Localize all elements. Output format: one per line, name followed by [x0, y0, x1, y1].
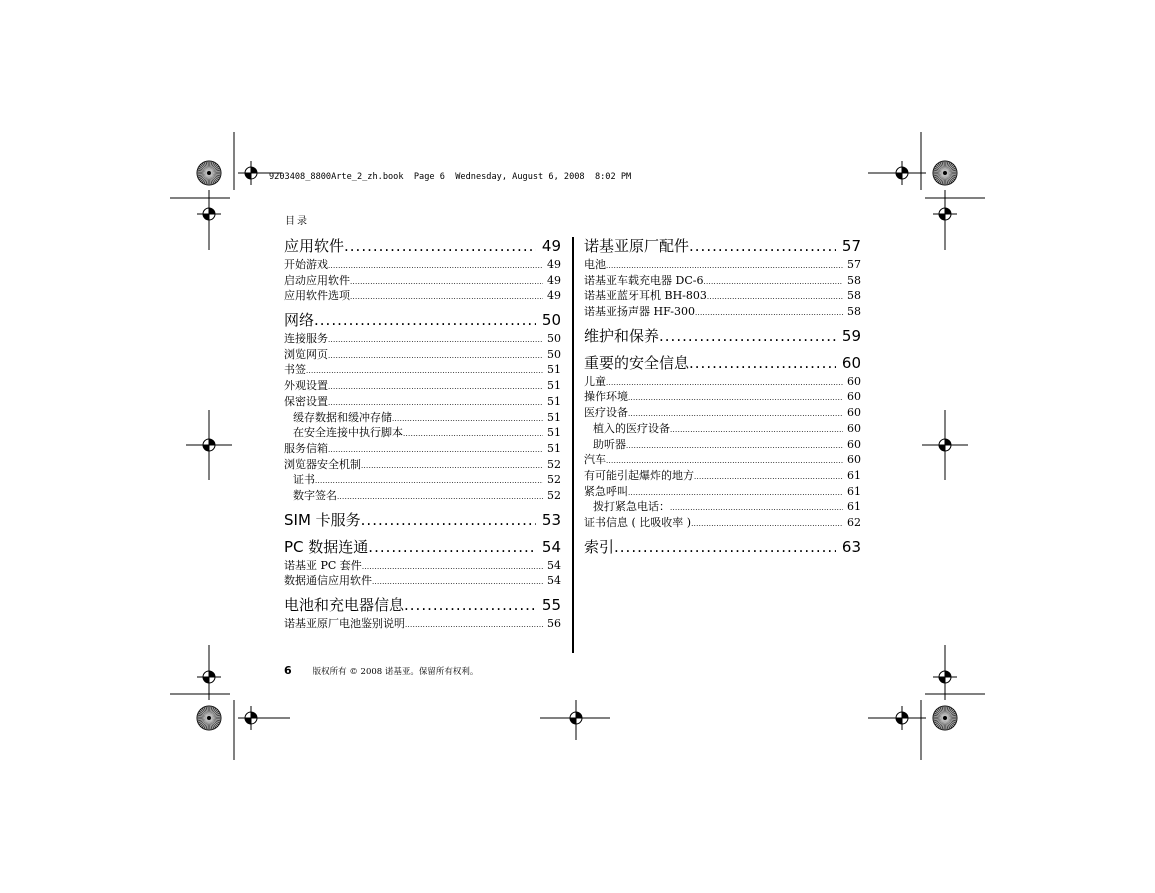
toc-label: 诺基亚蓝牙耳机 BH-803 — [584, 289, 707, 303]
dot-leader — [315, 474, 543, 490]
toc-entry[interactable] — [284, 273, 561, 289]
dot-leader — [670, 501, 843, 517]
dot-leader — [703, 275, 843, 291]
toc-label: 启动应用软件 — [284, 273, 350, 287]
toc-label: 连接服务 — [284, 332, 328, 346]
toc-page-number: 60 — [847, 421, 861, 435]
toc-subentry[interactable] — [584, 499, 861, 515]
running-head: 目录 — [285, 216, 309, 227]
toc-page-number: 60 — [847, 374, 861, 388]
dot-leader — [695, 306, 843, 322]
toc-label: 电池 — [584, 258, 606, 271]
dot-leader — [306, 364, 543, 380]
toc-label: 重要的安全信息 — [584, 353, 690, 372]
toc-entry[interactable] — [584, 288, 861, 304]
dot-leader — [691, 517, 843, 533]
toc-label: 诺基亚车载充电器 DC-6 — [584, 273, 704, 287]
registration-target-fill — [902, 712, 908, 718]
toc-page-number: 51 — [547, 394, 561, 408]
dot-leader — [344, 236, 536, 257]
toc-page-number: 59 — [841, 326, 861, 345]
toc-entry[interactable] — [284, 573, 561, 589]
toc-subentry[interactable] — [284, 488, 561, 504]
registration-target-fill — [209, 208, 215, 214]
toc-subentry[interactable] — [284, 410, 561, 426]
toc-label: 应用软件 — [284, 237, 345, 255]
registration-target-fill — [245, 718, 251, 724]
toc-label: 医疗设备 — [584, 406, 628, 420]
dot-leader — [628, 391, 843, 407]
toc-label: 操作环境 — [584, 390, 628, 404]
toc-entry[interactable] — [284, 362, 561, 378]
toc-label: 索引 — [584, 537, 615, 556]
toc-page-number: 60 — [847, 406, 861, 420]
toc-section[interactable] — [284, 236, 561, 257]
toc-section[interactable] — [584, 236, 861, 257]
toc-entry[interactable] — [284, 616, 561, 632]
toc-page-number: 50 — [541, 311, 561, 330]
dot-leader — [328, 333, 543, 349]
toc-entry[interactable] — [284, 394, 561, 410]
toc-label: 植入的医疗设备 — [593, 421, 670, 435]
registration-target-fill — [945, 671, 951, 677]
toc-label: PC 数据连通 — [284, 537, 369, 556]
toc-page-number: 63 — [841, 537, 861, 556]
toc-page-number: 56 — [547, 617, 561, 630]
dot-leader — [694, 470, 843, 486]
page-number: 6 — [284, 664, 292, 677]
registration-target-fill — [896, 173, 902, 179]
starburst-center — [943, 171, 947, 175]
toc-section[interactable] — [284, 537, 561, 558]
registration-target-fill — [939, 445, 945, 451]
dot-leader — [670, 423, 843, 439]
toc-entry[interactable] — [584, 405, 861, 421]
toc-label: 浏览器安全机制 — [284, 457, 361, 471]
toc-entry[interactable] — [284, 378, 561, 394]
toc-page-number: 61 — [847, 468, 861, 482]
toc-page-number: 55 — [541, 596, 561, 614]
toc-subentry[interactable] — [584, 421, 861, 437]
toc-entry[interactable] — [584, 452, 861, 468]
toc-page-number: 52 — [547, 488, 561, 502]
toc-page-number: 50 — [547, 347, 561, 361]
toc-page-number: 61 — [847, 484, 861, 498]
print-header: 9203408_8800Arte_2_zh.book Page 6 Wednesday, August 6, 2008 8:02 PM — [269, 172, 632, 182]
dot-leader — [372, 575, 543, 591]
toc-entry[interactable] — [584, 515, 861, 531]
starburst-center — [207, 171, 211, 175]
toc-section[interactable] — [584, 537, 861, 558]
toc-page-number: 53 — [541, 510, 561, 529]
registration-target-fill — [939, 214, 945, 220]
toc-label: 应用软件选项 — [284, 289, 350, 303]
dot-leader — [350, 275, 543, 291]
toc-right-column — [584, 236, 861, 558]
toc-label: 开始游戏 — [284, 258, 328, 271]
toc-page-number: 54 — [547, 558, 561, 572]
toc-page-number: 57 — [841, 237, 861, 255]
toc-section[interactable] — [284, 510, 561, 531]
dot-leader — [314, 310, 536, 331]
registration-target-fill — [245, 173, 251, 179]
dot-leader — [614, 537, 836, 558]
toc-page-number: 60 — [841, 353, 861, 372]
dot-leader — [606, 376, 843, 392]
registration-target-fill — [902, 167, 908, 173]
toc-page-number: 49 — [547, 258, 561, 271]
toc-label: 在安全连接中执行脚本 — [293, 426, 403, 440]
toc-page-number: 51 — [547, 441, 561, 455]
toc-label: 助听器 — [593, 437, 626, 451]
toc-entry[interactable] — [584, 484, 861, 500]
toc-page-number: 49 — [541, 237, 561, 255]
toc-subentry[interactable] — [284, 425, 561, 441]
toc-entry[interactable] — [284, 257, 561, 273]
toc-page-number: 52 — [547, 457, 561, 471]
toc-page-number: 49 — [547, 289, 561, 303]
toc-page-number: 62 — [847, 515, 861, 529]
registration-target-fill — [939, 677, 945, 683]
dot-leader — [328, 349, 543, 365]
toc-label: 证书信息 ( 比吸收率 ) — [584, 515, 692, 529]
toc-entry[interactable] — [284, 457, 561, 473]
toc-page-number: 49 — [547, 273, 561, 287]
dot-leader — [404, 595, 536, 616]
toc-entry[interactable] — [284, 558, 561, 574]
toc-section[interactable] — [284, 595, 561, 616]
toc-page-number: 50 — [547, 332, 561, 346]
toc-page-number: 51 — [547, 426, 561, 440]
toc-subentry[interactable] — [584, 437, 861, 453]
dot-leader — [328, 380, 543, 396]
toc-label: 诺基亚原厂配件 — [584, 237, 690, 255]
toc-label: 证书 — [293, 473, 315, 487]
toc-label: 浏览网页 — [284, 347, 328, 361]
copyright-notice: 版权所有 © 2008 诺基亚。保留所有权利。 — [312, 667, 479, 677]
registration-target-fill — [896, 718, 902, 724]
dot-leader — [368, 537, 536, 558]
toc-label: 维护和保养 — [584, 326, 660, 345]
toc-entry[interactable] — [584, 374, 861, 390]
toc-label: 有可能引起爆炸的地方 — [584, 468, 694, 482]
toc-page-number: 51 — [547, 410, 561, 424]
toc-section[interactable] — [284, 310, 561, 331]
toc-label: 电池和充电器信息 — [284, 596, 405, 614]
dot-leader — [328, 259, 543, 275]
registration-target-fill — [251, 167, 257, 173]
toc-section[interactable] — [584, 326, 861, 347]
dot-leader — [361, 510, 536, 531]
toc-label: 诺基亚原厂电池鉴别说明 — [284, 617, 405, 630]
registration-target-fill — [203, 677, 209, 683]
registration-target-fill — [945, 208, 951, 214]
toc-entry[interactable] — [284, 331, 561, 347]
toc-label: 数据通信应用软件 — [284, 574, 372, 588]
dot-leader — [361, 459, 543, 475]
dot-leader — [392, 412, 543, 428]
toc-entry[interactable] — [584, 468, 861, 484]
toc-page-number: 57 — [847, 258, 861, 271]
toc-page-number: 51 — [547, 379, 561, 393]
toc-page-number: 60 — [847, 437, 861, 451]
toc-label: 紧急呼叫 — [584, 484, 628, 498]
toc-page-number: 60 — [847, 390, 861, 404]
dot-leader — [689, 353, 836, 374]
toc-entry[interactable] — [284, 441, 561, 457]
toc-subentry[interactable] — [284, 472, 561, 488]
registration-target-fill — [576, 712, 582, 718]
registration-target-fill — [209, 439, 215, 445]
toc-page-number: 54 — [541, 537, 561, 556]
toc-label: 诺基亚 PC 套件 — [284, 558, 362, 572]
toc-page-number: 60 — [847, 453, 861, 467]
toc-page-number: 58 — [847, 289, 861, 303]
registration-target-fill — [209, 671, 215, 677]
dot-leader — [689, 236, 836, 257]
toc-page-number: 52 — [547, 473, 561, 487]
registration-target-fill — [203, 445, 209, 451]
toc-label: 汽车 — [584, 453, 606, 467]
dot-leader — [403, 427, 543, 443]
registration-target-fill — [570, 718, 576, 724]
toc-label: 网络 — [284, 311, 315, 330]
toc-label: 缓存数据和缓冲存储 — [293, 410, 392, 424]
toc-entry[interactable] — [584, 273, 861, 289]
toc-entry[interactable] — [584, 389, 861, 405]
toc-label: 保密设置 — [284, 394, 328, 408]
dot-leader — [707, 290, 843, 306]
toc-page-number: 54 — [547, 574, 561, 588]
dot-leader — [659, 326, 836, 347]
toc-entry[interactable] — [284, 347, 561, 363]
page-footer — [284, 664, 478, 677]
toc-page-number: 51 — [547, 363, 561, 377]
toc-entry[interactable] — [584, 304, 861, 320]
toc-label: 拨打紧急电话： — [593, 500, 670, 514]
toc-label: 诺基亚扬声器 HF-300 — [584, 305, 695, 319]
dot-leader — [405, 618, 543, 634]
starburst-center — [207, 716, 211, 720]
toc-page-number: 61 — [847, 500, 861, 514]
toc-entry[interactable] — [284, 288, 561, 304]
dot-leader — [626, 439, 843, 455]
toc-section[interactable] — [584, 353, 861, 374]
toc-label: SIM 卡服务 — [284, 510, 361, 529]
toc-label: 书签 — [284, 363, 306, 377]
registration-target-fill — [945, 439, 951, 445]
dot-leader — [337, 490, 543, 506]
column-divider — [572, 237, 574, 653]
dot-leader — [350, 290, 543, 306]
toc-page-number: 58 — [847, 305, 861, 319]
toc-page-number: 58 — [847, 273, 861, 287]
starburst-center — [943, 716, 947, 720]
registration-target-fill — [251, 712, 257, 718]
toc-label: 数字签名 — [293, 488, 337, 502]
toc-label: 服务信箱 — [284, 441, 328, 455]
toc-left-column — [284, 236, 561, 632]
dot-leader — [362, 560, 543, 576]
toc-label: 外观设置 — [284, 379, 328, 393]
registration-target-fill — [203, 214, 209, 220]
toc-label: 儿童 — [584, 374, 606, 388]
toc-entry[interactable] — [584, 257, 861, 273]
